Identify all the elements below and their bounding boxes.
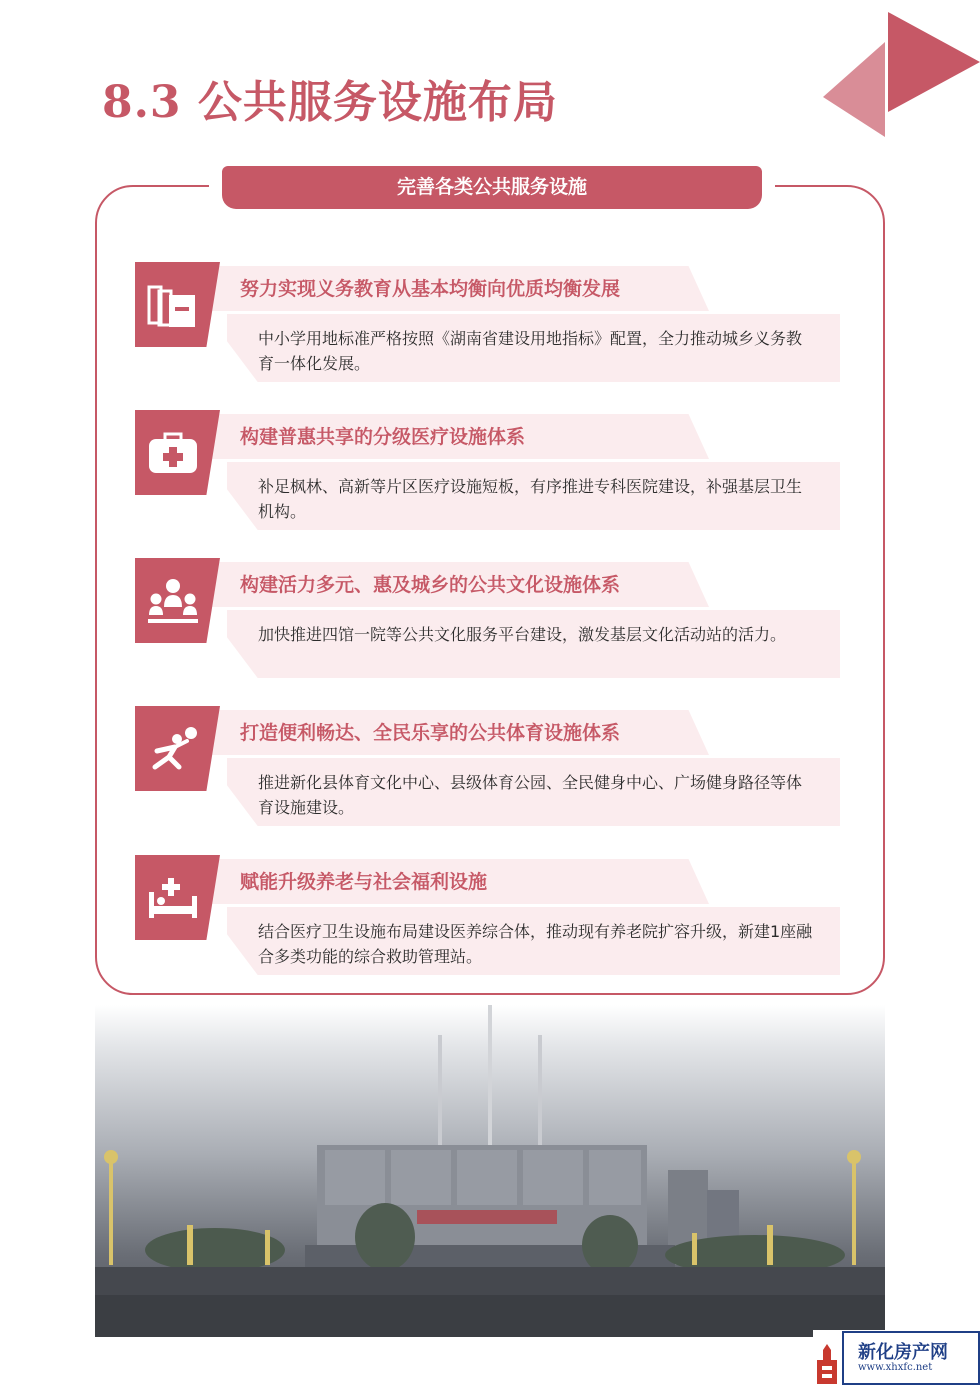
service-item-education xyxy=(135,262,840,382)
service-item-medical xyxy=(135,410,840,530)
item-description: 补足枫林、高新等片区医疗设施短板，有序推进专科医院建设，补强基层卫生机构。 xyxy=(258,477,803,521)
books-icon xyxy=(145,277,201,333)
icon-tile xyxy=(135,855,220,940)
item-title: 赋能升级养老与社会福利设施 xyxy=(240,871,488,893)
icon-tile xyxy=(135,262,220,347)
site-logo-name: 新化房产网 xyxy=(858,1342,948,1363)
medical-kit-icon xyxy=(145,425,201,481)
sports-center-illustration xyxy=(95,1005,885,1337)
bed-cross-icon xyxy=(145,870,201,926)
item-title: 构建活力多元、惠及城乡的公共文化设施体系 xyxy=(240,574,621,596)
section-banner-label: 完善各类公共服务设施 xyxy=(222,166,762,209)
item-title: 努力实现义务教育从基本均衡向优质均衡发展 xyxy=(240,278,621,300)
item-description: 加快推进四馆一院等公共文化服务平台建设，激发基层文化活动站的活力。 xyxy=(258,625,787,644)
page-title: 8.3 公共服务设施布局 xyxy=(102,77,558,128)
item-title: 打造便利畅达、全民乐享的公共体育设施体系 xyxy=(240,722,621,744)
decorative-triangles-icon xyxy=(815,0,980,150)
athlete-ball-icon xyxy=(145,721,201,777)
item-description: 推进新化县体育文化中心、县级体育公园、全民健身中心、广场健身路径等体育设施建设。 xyxy=(258,773,803,817)
service-item-culture xyxy=(135,558,840,678)
section-banner xyxy=(209,166,775,210)
icon-tile xyxy=(135,410,220,495)
item-description: 结合医疗卫生设施布局建设医养综合体，推动现有养老院扩容升级，新建1座融合多类功能的综合救助管理站。 xyxy=(258,922,813,966)
service-item-sports xyxy=(135,706,840,826)
item-description: 中小学用地标准严格按照《湖南省建设用地指标》配置，全力推动城乡义务教育一体化发展。 xyxy=(258,329,803,373)
icon-tile xyxy=(135,558,220,643)
sports-center-photo xyxy=(95,1005,885,1337)
icon-tile xyxy=(135,706,220,791)
item-title: 构建普惠共享的分级医疗设施体系 xyxy=(240,426,526,448)
people-group-icon xyxy=(145,573,201,629)
service-item-elderly-care xyxy=(135,855,840,975)
site-logo-url: www.xhxfc.net xyxy=(858,1362,933,1373)
